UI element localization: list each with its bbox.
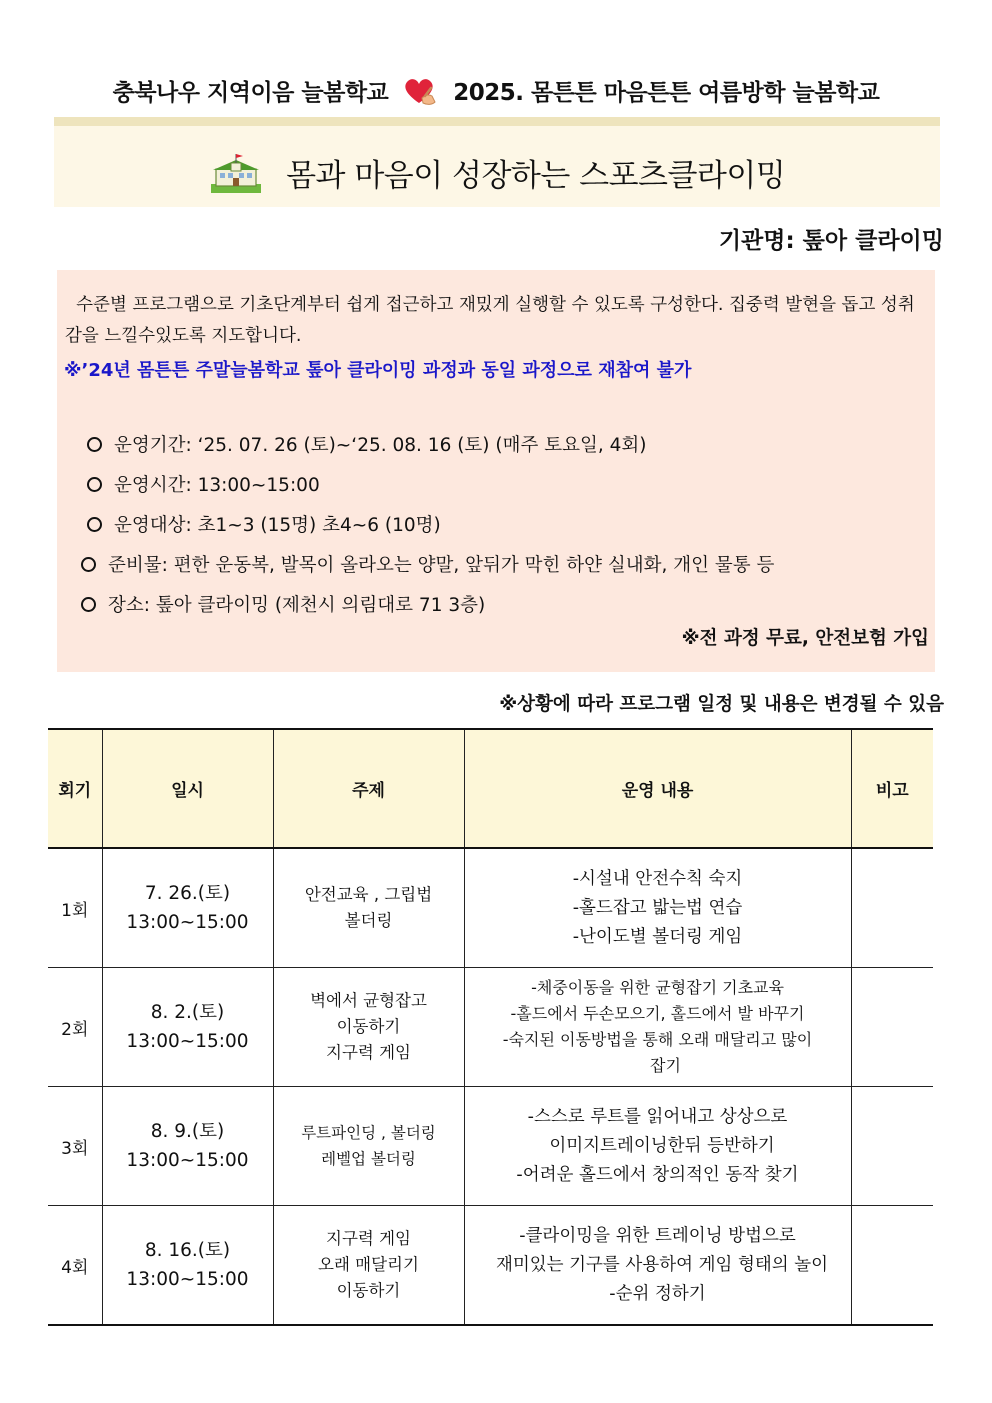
circle-bullet-icon (87, 437, 102, 452)
date-cell: 8. 2.(토) 13:00~15:00 (102, 968, 273, 1087)
content-cell: -스스로 루트를 읽어내고 상상으로 이미지트레이닝한뒤 등반하기 -어려운 홀드에서 창의적인 동작 찾기 (464, 1087, 851, 1206)
info-item-target: 운영대상: 초1~3 (15명) 초4~6 (10명) (87, 504, 774, 544)
page-title: 몸과 마음이 성장하는 스포츠클라이밍 (286, 158, 786, 194)
school-icon (209, 158, 286, 194)
content-cell: -시설내 안전수칙 숙지 -홀드잡고 밟는법 연습 -난이도별 볼더링 게임 (464, 848, 851, 968)
header-topic: 주제 (273, 729, 464, 848)
table-header-row (48, 729, 933, 848)
note-cell (851, 968, 933, 1087)
info-item-supplies: 준비물: 편한 운동복, 발목이 올라오는 양말, 앞뒤가 막힌 하얀 실내화, 개인 물통 등 (81, 544, 774, 584)
topic-cell: 안전교육 , 그립법 볼더링 (273, 848, 464, 968)
change-notice: ※상황에 따라 프로그램 일정 및 내용은 변경될 수 있음 (499, 694, 944, 715)
info-item-time: 운영시간: 13:00~15:00 (87, 464, 774, 504)
info-item-period: 운영기간: ‘25. 07. 26 (토)~‘25. 08. 16 (토) (매주 토요일, 4회) (87, 424, 774, 464)
table-row (48, 1206, 933, 1326)
session-cell: 2회 (48, 968, 102, 1087)
header-right-text: 2025. 몸튼튼 마음튼튼 여름방학 늘봄학교 (453, 80, 880, 106)
date-cell: 8. 16.(토) 13:00~15:00 (102, 1206, 273, 1326)
circle-bullet-icon (81, 557, 96, 572)
page-header (0, 74, 992, 112)
schedule-table (48, 728, 933, 1326)
note-cell (851, 1087, 933, 1206)
info-item-location: 장소: 톺아 클라이밍 (제천시 의림대로 71 3층) (81, 584, 774, 624)
topic-cell: 루트파인딩 , 볼더링 레벨업 볼더링 (273, 1087, 464, 1206)
intro-text: 수준별 프로그램으로 기초단계부터 쉽게 접근하고 재밌게 실행할 수 있도록 구성한다. 집중력 발현을 돕고 성취감을 느낄수있도록 지도합니다. (65, 295, 915, 346)
table-row (48, 848, 933, 968)
circle-bullet-icon (87, 477, 102, 492)
table-row (48, 1087, 933, 1206)
info-list (87, 424, 774, 624)
header-session: 회기 (48, 729, 102, 848)
session-cell: 1회 (48, 848, 102, 968)
topic-cell: 벽에서 균형잡고 이동하기 지구력 게임 (273, 968, 464, 1087)
date-cell: 8. 9.(토) 13:00~15:00 (102, 1087, 273, 1206)
warning-text: ※’24년 몸튼튼 주말늘봄학교 톺아 클라이밍 과정과 동일 과정으로 재참여 불가 (64, 360, 692, 381)
organization-name: 기관명: 톺아 클라이밍 (718, 228, 944, 254)
heart-hand-icon (402, 76, 436, 112)
content-cell: -클라이밍을 위한 트레이닝 방법으로 재미있는 기구를 사용하여 게임 형태의 놀이 -순위 정하기 (464, 1206, 851, 1326)
title-banner (54, 117, 940, 207)
note-cell (851, 848, 933, 968)
topic-cell: 지구력 게임 오래 매달리기 이동하기 (273, 1206, 464, 1326)
note-cell (851, 1206, 933, 1326)
header-date: 일시 (102, 729, 273, 848)
session-cell: 3회 (48, 1087, 102, 1206)
header-content: 운영 내용 (464, 729, 851, 848)
session-cell: 4회 (48, 1206, 102, 1326)
circle-bullet-icon (87, 517, 102, 532)
header-note: 비고 (851, 729, 933, 848)
content-cell: -체중이동을 위한 균형잡기 기초교육 -홀드에서 두손모으기, 홀드에서 발 바꾸기 -숙지된 이동방법을 통해 오래 매달리고 많이 잡기 (464, 968, 851, 1087)
program-info-box (57, 270, 935, 672)
free-note: ※전 과정 무료, 안전보험 가입 (681, 628, 929, 649)
circle-bullet-icon (81, 597, 96, 612)
table-row (48, 968, 933, 1087)
header-left-text: 충북나우 지역이음 늘봄학교 (112, 80, 389, 106)
date-cell: 7. 26.(토) 13:00~15:00 (102, 848, 273, 968)
